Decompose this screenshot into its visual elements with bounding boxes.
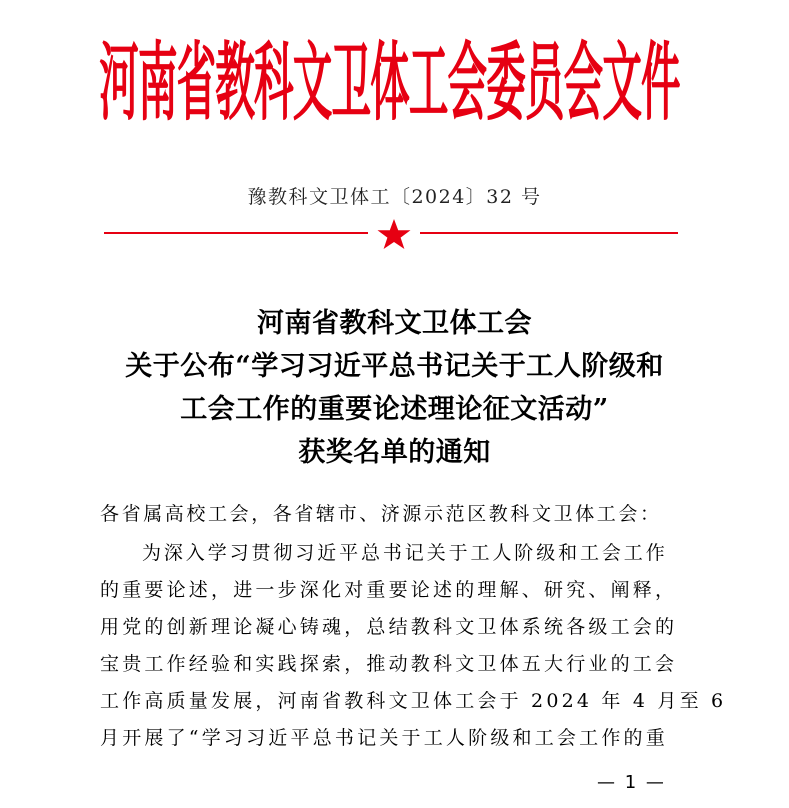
page-number: — 1 — [597,772,666,793]
document-number: 豫教科文卫体工〔2024〕32 号 [247,186,542,208]
title-line-1: 河南省教科文卫体工会 [257,308,532,339]
body-line: 宝贵工作经验和实践探索，推动教科文卫体五大行业的工会 [100,653,678,675]
title-line-4: 获奖名单的通知 [298,437,491,468]
body-line: 为深入学习贯彻习近平总书记关于工人阶级和工会工作 [142,542,668,564]
red-divider-left [104,232,368,234]
body-line: 的重要论述，进一步深化对重要论述的理解、研究、阐释， [100,579,678,601]
document-masthead [98,22,680,133]
body-line: 月开展了“学习习近平总书记关于工人阶级和工会工作的重 [100,727,668,749]
title-line-2: 关于公布“学习习近平总书记关于工人阶级和 [125,351,664,382]
body-line: 工作高质量发展，河南省教科文卫体工会于 2024 年 4 月至 6 [100,690,727,712]
body-line: 用党的创新理论凝心铸魂，总结教科文卫体系统各级工会的 [100,616,678,638]
salutation: 各省属高校工会，各省辖市、济源示范区教科文卫体工会： [100,503,662,525]
body-text [100,535,727,757]
masthead-text: 河南省教科文卫体工会委员会文件 [98,32,680,133]
red-divider-right [420,232,678,234]
title-line-3: 工会工作的重要论述理论征文活动” [180,394,609,425]
notice-title [0,302,789,474]
red-star-icon [376,218,412,250]
